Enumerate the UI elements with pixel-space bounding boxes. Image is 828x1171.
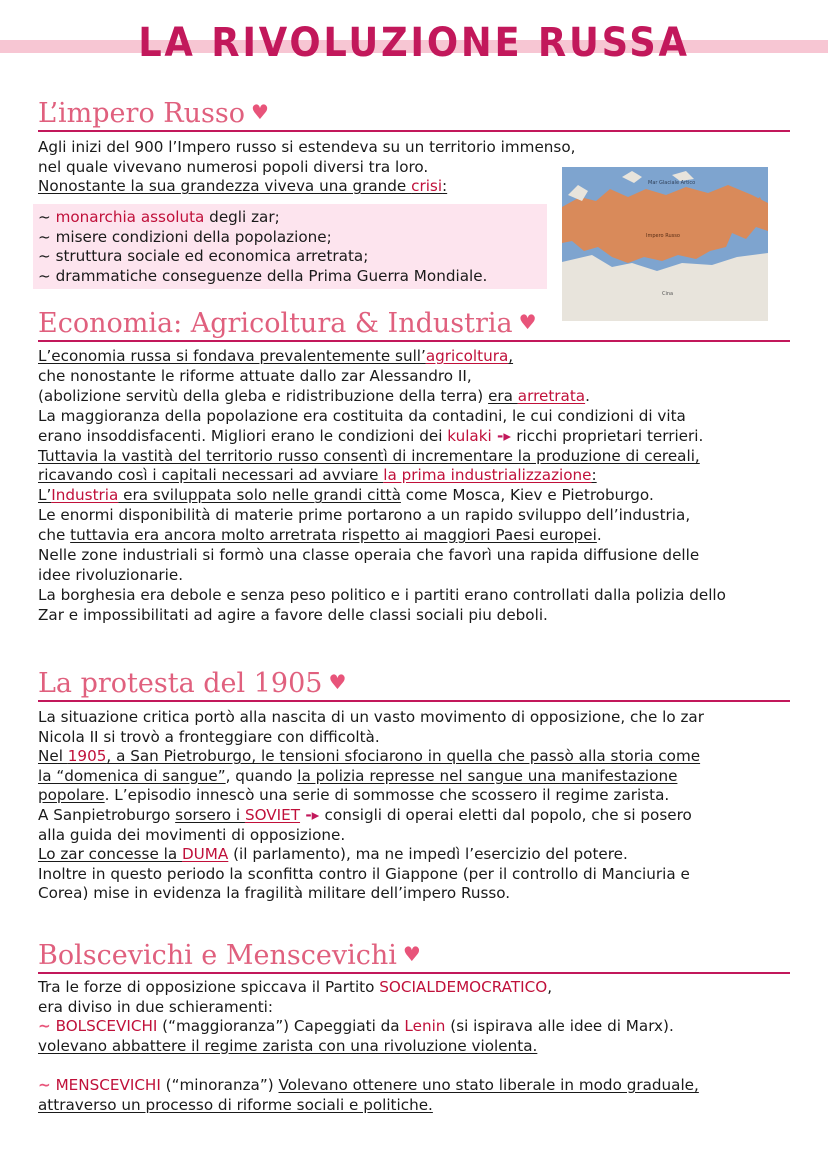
highlight-lenin: Lenin	[404, 1017, 446, 1036]
text-line: Zar e impossibilitati ad agire a favore delle classi sociali piu deboli.	[38, 605, 548, 624]
text-line: Le enormi disponibilità di materie prime portarono a un rapido sviluppo dell’industria,	[38, 506, 691, 525]
list-item	[38, 267, 487, 287]
text-span: (“minoranza”)	[160, 1075, 279, 1094]
page-title: LA RIVOLUZIONE RUSSA	[138, 20, 690, 66]
text-line	[38, 978, 699, 998]
bolscevichi-paragraph	[38, 978, 699, 1115]
text-line: La maggioranza della popolazione era costituita da contadini, le cui condizioni di vita	[38, 406, 686, 425]
text-span: struttura sociale ed economica arretrata;	[55, 247, 369, 266]
arrow-icon: -▸	[491, 426, 517, 445]
section-rule	[38, 972, 790, 974]
highlight-soviet: SOVIET	[244, 805, 301, 824]
text-line: Corea) mise in evidenza la fragilità militare dell’impero Russo.	[38, 884, 511, 903]
text-line	[38, 387, 726, 407]
text-line: Nelle zone industriali si formò una classe operaia che favorì una rapida diffusione delle	[38, 546, 700, 565]
text-line	[38, 786, 704, 806]
map-label-land: Impero Russo	[646, 233, 680, 239]
section-title-text: La protesta del 1905	[38, 668, 323, 699]
section-title-text: L’impero Russo	[38, 98, 245, 129]
section-title-text: Economia: Agricoltura & Industria	[38, 308, 513, 339]
highlight-1905: 1905	[67, 747, 107, 766]
text-span: .	[596, 526, 602, 545]
text-span: misere condizioni della popolazione;	[55, 227, 332, 246]
text-line: alla guida dei movimenti di opposizione.	[38, 825, 346, 844]
text-span: Nonostante la sua grandezza viveva una grande	[38, 177, 412, 196]
text-span: . L’episodio innescò una serie di sommosse che scossero il regime zarista.	[104, 786, 670, 805]
impero-paragraph	[38, 138, 575, 197]
text-line	[38, 486, 726, 506]
text-line: Nicola II si trovò a fronteggiare con difficoltà.	[38, 727, 380, 746]
highlight-kulaki: kulaki	[447, 426, 492, 445]
text-span: la “domenica di sangue”	[38, 766, 226, 785]
text-line: volevano abbattere il regime zarista con una rivoluzione violenta.	[38, 1036, 538, 1055]
text-line: era diviso in due schieramenti:	[38, 997, 273, 1016]
text-line: che nonostante le riforme attuate dallo zar Alessandro II,	[38, 366, 472, 385]
text-line	[38, 526, 726, 546]
text-span: era sviluppata solo nelle grandi città	[118, 486, 401, 505]
text-span: (il parlamento), ma ne impedì l’esercizio del potere.	[228, 845, 628, 864]
text-span: ricchi proprietari terrieri.	[516, 426, 704, 445]
list-item	[38, 228, 487, 248]
text-line: Inoltre in questo periodo la sconfitta contro il Giappone (per il controllo di Manciuria e	[38, 864, 690, 883]
text-span: tuttavia era ancora molto arretrata rispetto ai maggiori Paesi europei	[70, 526, 597, 545]
section-rule	[38, 130, 790, 132]
heart-icon: ♥	[402, 942, 421, 966]
highlight-agricoltura: agricoltura	[425, 347, 509, 365]
highlight-industrializzazione: la prima industrializzazione	[383, 466, 592, 485]
text-line	[38, 845, 704, 865]
text-line	[38, 466, 726, 486]
text-span: ,	[547, 978, 553, 996]
economia-paragraph	[38, 347, 726, 626]
list-item	[38, 208, 487, 228]
arrow-icon: -▸	[300, 805, 325, 824]
section-title-impero	[38, 98, 269, 129]
map-image	[562, 167, 768, 321]
heart-icon: ♥	[518, 310, 537, 334]
highlight-crisi: crisi	[411, 177, 443, 196]
highlight-monarchia: monarchia assoluta	[55, 208, 205, 226]
text-line: Agli inizi del 900 l’Impero russo si estendeva su un territorio immenso,	[38, 138, 576, 156]
section-title-bolscevichi	[38, 940, 421, 971]
text-span: L’	[38, 486, 52, 505]
text-line	[38, 177, 575, 197]
section-title-economia	[38, 308, 537, 339]
text-span: ,	[508, 347, 514, 365]
text-span: A Sanpietroburgo	[38, 805, 176, 824]
text-span: era	[488, 386, 518, 405]
highlight-menscevichi: MENSCEVICHI	[55, 1075, 161, 1094]
text-line: Tuttavia la vastità del territorio russo consentì di incrementare la produzione di cereali,	[38, 446, 700, 465]
text-line	[38, 806, 704, 826]
text-span: Nel	[38, 747, 68, 766]
text-line	[38, 1076, 699, 1096]
highlight-duma: DUMA	[181, 845, 229, 864]
text-span: :	[442, 177, 448, 196]
text-line: La borghesia era debole e senza peso politico e i partiti erano controllati dalla polizia dello	[38, 585, 726, 604]
tilde: ~	[38, 266, 56, 285]
bullet-icon: ~	[38, 1017, 51, 1036]
section-title-protesta	[38, 668, 346, 699]
text-span: degli zar;	[204, 208, 280, 226]
text-line: La situazione critica portò alla nascita di un vasto movimento di opposizione, che lo zar	[38, 708, 704, 726]
text-span: Lo zar concesse la	[38, 845, 182, 864]
text-span: popolare	[38, 786, 105, 805]
crisis-list	[38, 208, 487, 286]
highlight-arretrata: arretrata	[517, 386, 586, 405]
text-span: , a San Pietroburgo, le tensioni sfociarono in quella che passò alla storia come	[106, 747, 701, 766]
section-rule	[38, 700, 790, 702]
heart-icon: ♥	[250, 100, 269, 124]
text-span: .	[585, 386, 590, 405]
russian-empire-map	[562, 167, 768, 321]
text-span: (abolizione servitù della gleba e ridistribuzione della terra)	[38, 386, 489, 405]
bullet-icon: ~	[38, 1075, 51, 1094]
text-line	[38, 767, 704, 787]
section-title-text: Bolscevichi e Menscevichi	[38, 940, 397, 971]
text-span: la polizia represse nel sangue una manifestazione	[297, 766, 678, 785]
tilde: ~	[38, 227, 56, 246]
text-line	[38, 1017, 699, 1037]
text-span: che	[38, 526, 71, 545]
text-span: :	[591, 466, 597, 485]
protesta-paragraph	[38, 708, 704, 904]
tilde: ~	[38, 208, 56, 226]
text-span: Volevano ottenere uno stato liberale in modo graduale,	[278, 1075, 699, 1094]
map-label-sea: Mar Glaciale Artico	[648, 180, 696, 186]
text-line: nel quale vivevano numerosi popoli diversi tra loro.	[38, 157, 429, 176]
text-line: idee rivoluzionarie.	[38, 565, 184, 584]
list-item	[38, 247, 487, 267]
text-span: drammatiche conseguenze della Prima Guerra Mondiale.	[55, 266, 488, 285]
highlight-industria: Industria	[51, 486, 119, 505]
spacer	[38, 1056, 699, 1076]
text-span: Tra le forze di opposizione spiccava il Partito	[38, 978, 380, 996]
text-line	[38, 347, 726, 367]
highlight-socialdemocratico: SOCIALDEMOCRATICO	[379, 978, 548, 996]
map-label-south: Cina	[662, 291, 674, 297]
tilde: ~	[38, 247, 56, 266]
text-span: , quando	[225, 766, 298, 785]
text-span: consigli di operai eletti dal popolo, che si posero	[324, 805, 692, 824]
text-span: sorsero i	[175, 805, 245, 824]
text-line: attraverso un processo di riforme sociali e politiche.	[38, 1095, 433, 1114]
text-line	[38, 747, 704, 767]
text-line	[38, 427, 726, 447]
text-span: come Mosca, Kiev e Pietroburgo.	[400, 486, 654, 505]
text-span: ricavando così i capitali necessari ad avviare	[38, 466, 384, 485]
text-span: erano insoddisfacenti. Migliori erano le condizioni dei	[38, 426, 448, 445]
text-span: (si ispirava alle idee di Marx).	[445, 1017, 674, 1036]
section-rule	[38, 340, 790, 342]
text-span: (“maggioranza”) Capeggiati da	[157, 1017, 405, 1036]
heart-icon: ♥	[328, 670, 347, 694]
highlight-bolscevichi: BOLSCEVICHI	[55, 1017, 158, 1036]
text-span: L’economia russa si fondava prevalentemente sull’	[38, 347, 426, 365]
